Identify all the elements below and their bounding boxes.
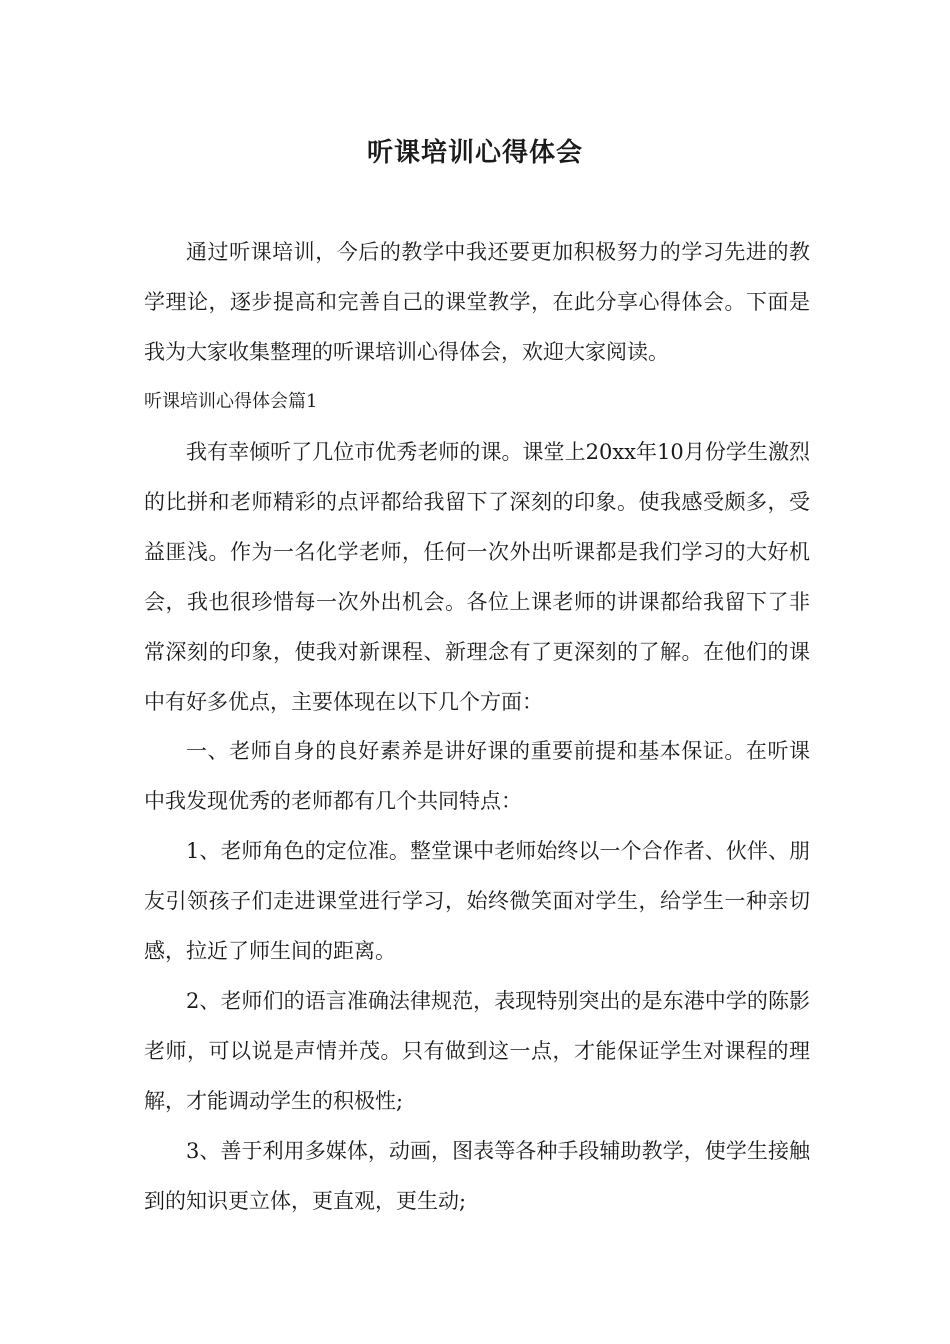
body-paragraph: 一、老师自身的良好素养是讲好课的重要前提和基本保证。在听课中我发现优秀的老师都有几个共同特点： (144, 739, 810, 813)
paragraph-block-4 (144, 976, 810, 1126)
intro-block (144, 227, 810, 377)
body-paragraph: 3、善于利用多媒体，动画，图表等各种手段辅助教学，使学生接触到的知识更立体，更直观，更生动; (144, 1139, 810, 1213)
paragraph-block-3 (144, 826, 810, 976)
section-heading-block (144, 377, 810, 427)
paragraph-block-2 (144, 726, 810, 826)
paragraph-block-1 (144, 427, 810, 727)
intro-paragraph: 通过听课培训，今后的教学中我还要更加积极努力的学习先进的教学理论，逐步提高和完善自己的课堂教学，在此分享心得体会。下面是我为大家收集整理的听课培训心得体会，欢迎大家阅读。 (144, 240, 810, 364)
document-title: 听课培训心得体会 (366, 138, 583, 168)
body-paragraph: 1、老师角色的定位准。整堂课中老师始终以一个合作者、伙伴、朋友引领孩子们走进课堂进行学习，始终微笑面对学生，给学生一种亲切感，拉近了师生间的距离。 (144, 839, 810, 963)
body-paragraph: 我有幸倾听了几位市优秀老师的课。课堂上20xx年10月份学生激烈的比拼和老师精彩的点评都给我留下了深刻的印象。使我感受颇多，受益匪浅。作为一名化学老师，任何一次外出听课都是我们学习的大好机会，我也很珍惜每一次外出机会。各位上课老师的讲课都给我留下了非常深刻的印象，使我对新课程、新理念有了更深刻的了解。在他们的课中有好多优点，主要体现在以下几个方面： (144, 440, 810, 714)
body-paragraph: 2、老师们的语言准确法律规范，表现特别突出的是东港中学的陈影老师，可以说是声情并茂。只有做到这一点，才能保证学生对课程的理解，才能调动学生的积极性; (144, 989, 810, 1113)
section-heading: 听课培训心得体会篇1 (144, 391, 318, 412)
paragraph-block-5 (144, 1126, 810, 1226)
